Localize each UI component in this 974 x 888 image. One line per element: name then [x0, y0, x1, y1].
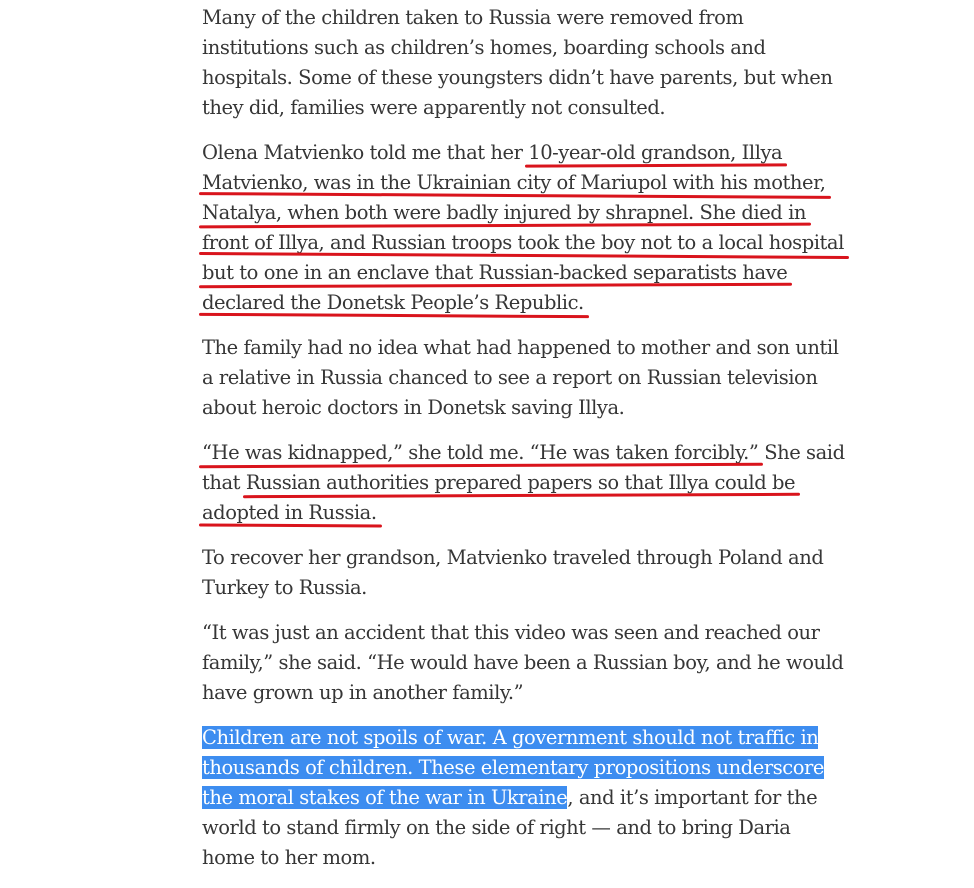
paragraph-olena-matvienko [202, 138, 844, 318]
selected-text-highlight[interactable]: the moral stakes of the war in Ukraine [202, 786, 568, 809]
text-line: Many of the children taken to Russia were removed from [202, 6, 744, 29]
text-line: they did, families were apparently not consulted. [202, 96, 666, 119]
red-underline-annotation: front of Illya, and Russian troops took the boy not to a local hospital [202, 231, 844, 254]
red-underline-annotation: Russian authorities prepared papers so that Illya could be [245, 471, 796, 494]
text-line: hospitals. Some of these youngsters didn’t have parents, but when [202, 66, 833, 89]
text-line: Turkey to Russia. [202, 576, 367, 599]
text-line: “It was just an accident that this video was seen and reached our [202, 621, 820, 644]
paragraph-recover-grandson [202, 543, 824, 603]
text-line: family,” she said. “He would have been a Russian boy, and he would [202, 651, 844, 674]
text-line: a relative in Russia chanced to see a report on Russian television [202, 366, 818, 389]
text-line: home to her mom. [202, 846, 376, 869]
paragraph-spoils-of-war [202, 723, 824, 873]
red-underline-annotation: “He was kidnapped,” she told me. “He was taken forcibly.” [202, 441, 759, 464]
text-line: institutions such as children’s homes, boarding schools and [202, 36, 766, 59]
text-segment: , and it’s important for the [567, 786, 818, 809]
paragraph-kidnapped-quote [202, 438, 845, 528]
red-underline-annotation: adopted in Russia. [202, 501, 377, 524]
paragraph-children-removed [202, 3, 833, 123]
paragraph-accident-quote [202, 618, 844, 708]
selected-text-highlight[interactable]: thousands of children. These elementary propositions underscore [202, 756, 824, 779]
red-underline-annotation: 10-year-old grandson, Illya [528, 141, 783, 164]
article-body [202, 3, 845, 888]
red-underline-annotation: but to one in an enclave that Russian-backed separatists have [202, 261, 788, 284]
text-line: about heroic doctors in Donetsk saving Illya. [202, 396, 625, 419]
text-line: world to stand firmly on the side of right — and to bring Daria [202, 816, 791, 839]
red-underline-annotation: declared the Donetsk People’s Republic. [202, 291, 584, 314]
text-segment: She said [758, 441, 845, 464]
text-line: To recover her grandson, Matvienko traveled through Poland and [202, 546, 824, 569]
red-underline-annotation: Natalya, when both were badly injured by shrapnel. She died in [202, 201, 806, 224]
red-underline-annotation: Matvienko, was in the Ukrainian city of Mariupol with his mother, [202, 171, 826, 194]
text-segment: Olena Matvienko told me that her [202, 141, 529, 164]
paragraph-family-no-idea [202, 333, 839, 423]
text-segment: that [202, 471, 246, 494]
selected-text-highlight[interactable]: Children are not spoils of war. A government should not traffic in [202, 726, 819, 749]
text-line: have grown up in another family.” [202, 681, 524, 704]
text-line: The family had no idea what had happened to mother and son until [202, 336, 839, 359]
